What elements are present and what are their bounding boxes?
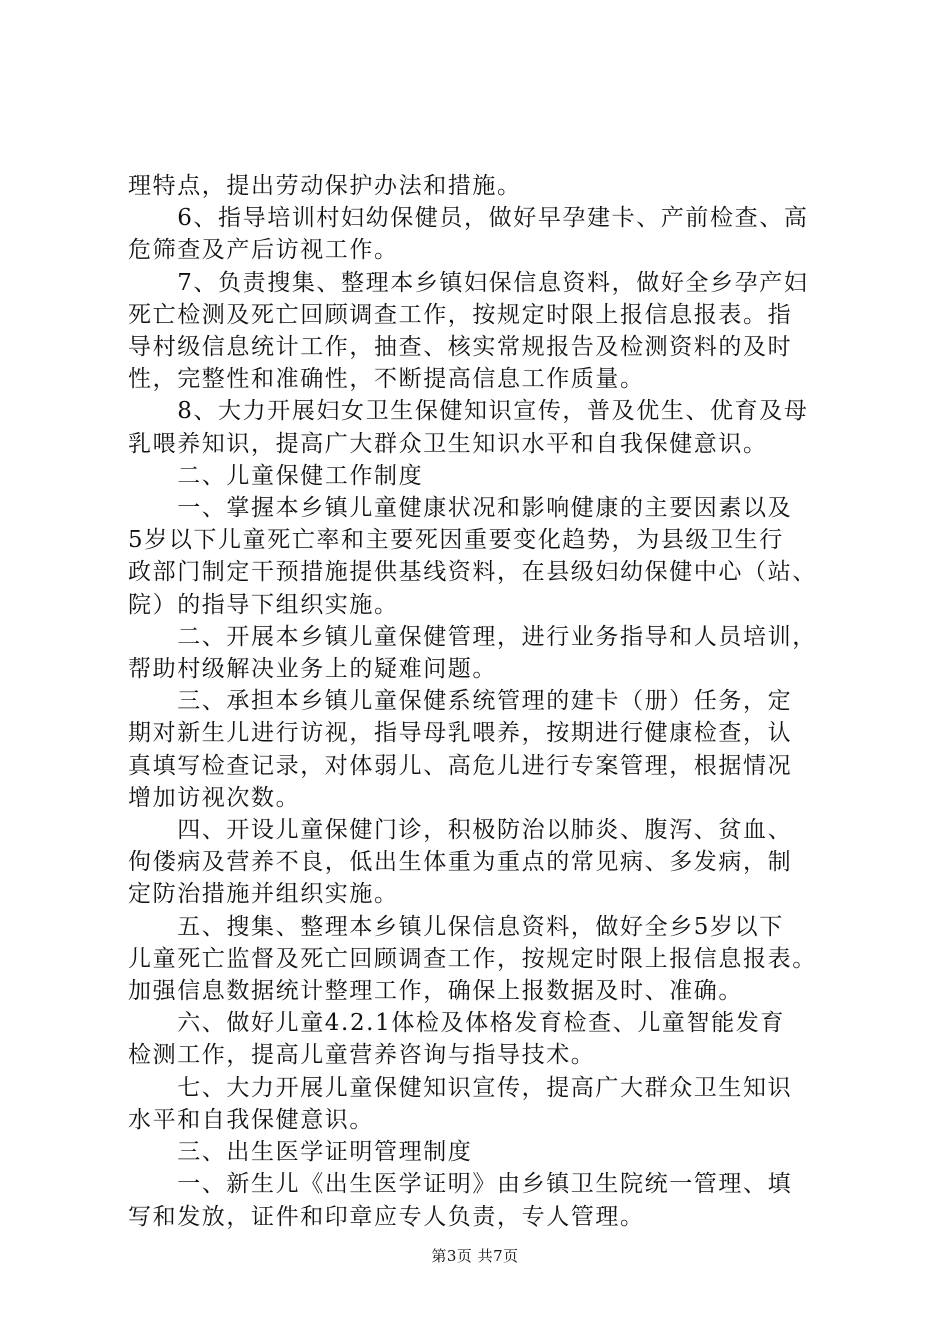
text-line: 6、指导培训村妇幼保健员，做好早孕建卡、产前检查、高 xyxy=(128,205,809,232)
text-line: 一、掌握本乡镇儿童健康状况和影响健康的主要因素以及 xyxy=(128,495,793,522)
page-number-footer: 第3页 共7页 xyxy=(431,1247,519,1265)
text-line: 死亡检测及死亡回顾调查工作，按规定时限上报信息报表。指 xyxy=(128,301,793,328)
text-line: 理特点，提出劳动保护办法和措施。 xyxy=(128,173,522,199)
text-line: 一、新生儿《出生医学证明》由乡镇卫生院统一管理、填 xyxy=(128,1171,793,1198)
text-line: 导村级信息统计工作，抽查、核实常规报告及检测资料的及时 xyxy=(128,334,793,361)
text-line: 三、承担本乡镇儿童保健系统管理的建卡（册）任务，定 xyxy=(128,688,793,715)
text-line: 佝偻病及营养不良，低出生体重为重点的常见病、多发病，制 xyxy=(128,849,793,876)
document-body xyxy=(128,170,828,1233)
text-line: 水平和自我保健意识。 xyxy=(128,1106,374,1133)
text-line: 五、搜集、整理本乡镇儿保信息资料，做好全乡5岁以下 xyxy=(128,913,784,940)
text-line: 8、大力开展妇女卫生保健知识宣传，普及优生、优育及母 xyxy=(128,398,809,425)
text-line: 六、做好儿童4.2.1体检及体格发育检查、儿童智能发育 xyxy=(128,1010,785,1037)
text-line: 政部门制定干预措施提供基线资料，在县级妇幼保健中心（站、 xyxy=(128,559,817,586)
text-line: 7、负责搜集、整理本乡镇妇保信息资料，做好全乡孕产妇 xyxy=(128,269,809,296)
text-line: 检测工作，提高儿童营养咨询与指导技术。 xyxy=(128,1042,596,1069)
body-text xyxy=(128,170,828,1233)
text-line: 加强信息数据统计整理工作，确保上报数据及时、准确。 xyxy=(128,978,743,1005)
text-line: 真填写检查记录，对体弱儿、高危儿进行专案管理，根据情况 xyxy=(128,752,793,779)
text-line: 七、大力开展儿童保健知识宣传，提高广大群众卫生知识 xyxy=(128,1074,793,1101)
text-line: 帮助村级解决业务上的疑难问题。 xyxy=(128,656,497,683)
text-line: 定防治措施并组织实施。 xyxy=(128,881,399,908)
section-heading: 二、儿童保健工作制度 xyxy=(128,462,424,489)
text-line: 儿童死亡监督及死亡回顾调查工作，按规定时限上报信息报表。 xyxy=(128,945,817,972)
text-line: 增加访视次数。 xyxy=(128,784,301,811)
text-line: 院）的指导下组织实施。 xyxy=(128,591,399,618)
text-line: 乳喂养知识，提高广大群众卫生知识水平和自我保健意识。 xyxy=(128,430,768,457)
text-line: 二、开展本乡镇儿童保健管理，进行业务指导和人员培训， xyxy=(128,623,817,650)
text-line: 性，完整性和准确性，不断提高信息工作质量。 xyxy=(128,366,645,393)
text-line: 写和发放，证件和印章应专人负责，专人管理。 xyxy=(128,1203,645,1230)
text-line: 四、开设儿童保健门诊，积极防治以肺炎、腹泻、贫血、 xyxy=(128,817,793,844)
text-line: 危筛查及产后访视工作。 xyxy=(128,237,399,264)
text-line: 5岁以下儿童死亡率和主要死因重要变化趋势，为县级卫生行 xyxy=(128,527,784,554)
text-line: 期对新生儿进行访视，指导母乳喂养，按期进行健康检查，认 xyxy=(128,720,793,747)
section-heading: 三、出生医学证明管理制度 xyxy=(128,1139,473,1166)
